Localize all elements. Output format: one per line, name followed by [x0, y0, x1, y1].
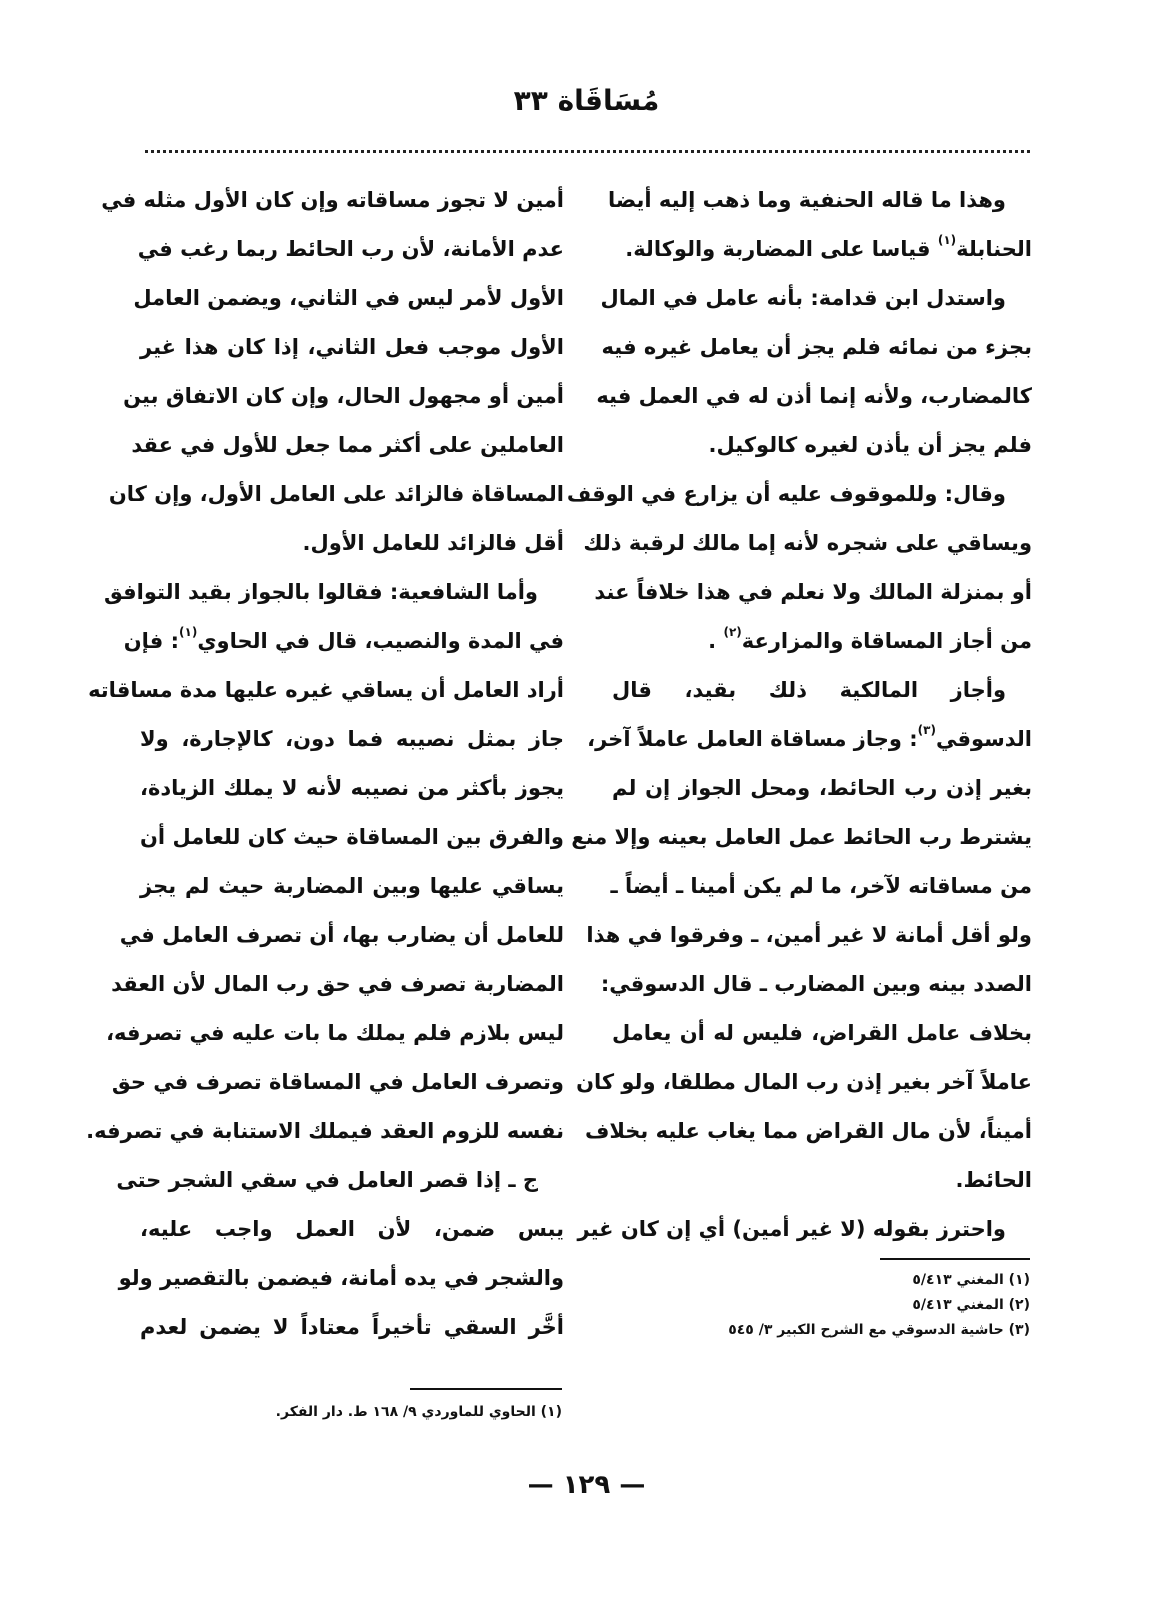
line-text: ولو أقل أمانة لا غير أمين، ـ وفرقوا في هذا [586, 923, 1032, 947]
text-line [116, 1156, 564, 1205]
footnote-marker: (١) [179, 625, 198, 639]
line-text: ويساقي على شجره لأنه إما مالك لرقبة ذلك [583, 531, 1032, 555]
text-line [111, 1058, 564, 1107]
line-text: الدسوقي [935, 727, 1032, 751]
line-text: الصدد بينه وبين المضارب ـ قال الدسوقي: [600, 972, 1032, 996]
text-line [88, 666, 564, 715]
line-text: أخَّر السقي تأخيراً معتاداً لا يضمن لعدم [140, 1315, 564, 1339]
left-text-column [86, 176, 564, 1352]
footnote-divider-left [410, 1388, 562, 1390]
text-line [612, 1009, 1032, 1058]
footnote: (٣) حاشية الدسوقي مع الشرح الكبير ٣/ ٥٤٥ [728, 1322, 1030, 1338]
text-line [140, 715, 564, 764]
text-line [612, 862, 1032, 911]
footnote: (١) المغني ٥/٤١٣ [912, 1272, 1030, 1288]
line-text: وأما الشافعية: فقالوا بالجواز بقيد التوافق [104, 580, 538, 604]
line-text-continued: : وجاز مساقاة العامل عاملاً آخر، [587, 727, 918, 751]
text-line [596, 372, 1032, 421]
line-text: في المدة والنصيب، قال في الحاوي [197, 629, 564, 653]
line-text: بجزء من نمائه فلم يجز أن يعامل غيره فيه [601, 335, 1032, 359]
line-text: ج ـ إذا قصر العامل في سقي الشجر حتى [116, 1168, 538, 1192]
line-text: الأول لأمر ليس في الثاني، ويضمن العامل [133, 286, 564, 310]
text-line [566, 470, 1032, 519]
text-line [119, 911, 564, 960]
text-line [612, 617, 1032, 666]
line-text: العاملين على أكثر مما جعل للأول في عقد [131, 433, 564, 457]
line-text: من أجاز المساقاة والمزارعة [741, 629, 1032, 653]
text-line [140, 764, 564, 813]
text-line [140, 1205, 564, 1254]
text-line [123, 372, 564, 421]
line-text: وأجاز المالكية ذلك بقيد، قال [612, 678, 1006, 702]
footnote-marker: (١) [937, 233, 957, 247]
line-text: يشترط رب الحائط عمل العامل بعينه وإلا منع [571, 825, 1032, 849]
text-line [600, 960, 1032, 1009]
text-line [104, 568, 564, 617]
line-text: بغير إذن رب الحائط، ومحل الجواز إن لم [612, 776, 1032, 800]
line-text: المساقاة فالزائد على العامل الأول، وإن كان [108, 482, 564, 506]
line-text: الحنابلة [956, 237, 1032, 261]
text-line [584, 1107, 1032, 1156]
line-text: بخلاف عامل القراض، فليس له أن يعامل [612, 1021, 1032, 1045]
page-number: — ١٢٩ — [527, 1470, 646, 1500]
text-line [577, 1205, 1032, 1254]
line-text: والشجر في يده أمانة، فيضمن بالتقصير ولو [118, 1266, 564, 1290]
footnotes-left [140, 1400, 562, 1425]
line-text: للعامل أن يضارب بها، أن تصرف العامل في [119, 923, 564, 947]
text-line [140, 862, 564, 911]
text-line [612, 666, 1032, 715]
text-line [140, 813, 564, 862]
line-text: نفسه للزوم العقد فيملك الاستنابة في تصرفه. [86, 1119, 564, 1143]
footnotes-right [600, 1268, 1030, 1343]
line-text: جاز بمثل نصيبه فما دون، كالإجارة، ولا [140, 727, 564, 751]
text-line [607, 176, 1032, 225]
line-text: عاملاً آخر بغير إذن رب المال مطلقا، ولو كان [576, 1070, 1032, 1094]
line-text: واحترز بقوله (لا غير أمين) أي إن كان غير [577, 1217, 1006, 1241]
text-line [140, 1303, 564, 1352]
text-line [131, 421, 564, 470]
text-line [576, 1058, 1032, 1107]
text-line [587, 715, 1032, 764]
line-text: أراد العامل أن يساقي غيره عليها مدة مساقاته [88, 678, 564, 702]
line-text: وقال: وللموقوف عليه أن يزارع في الوقف [566, 482, 1006, 506]
text-line [600, 274, 1032, 323]
text-line [108, 470, 564, 519]
line-text: الأول موجب فعل الثاني، إذا كان هذا غير [140, 335, 564, 359]
text-line [137, 225, 564, 274]
footnote-divider-right [880, 1258, 1030, 1260]
text-line [140, 323, 564, 372]
line-text-continued: قياسا على المضاربة والوكالة. [625, 237, 938, 261]
line-text: أو بمنزلة المالك ولا نعلم في هذا خلافاً عند [594, 580, 1032, 604]
right-text-column [566, 176, 1032, 1254]
text-line [106, 1009, 564, 1058]
line-text: المضاربة تصرف في حق رب المال لأن العقد [111, 972, 564, 996]
text-line [612, 225, 1032, 274]
text-line [612, 764, 1032, 813]
text-line [101, 176, 564, 225]
line-text: وتصرف العامل في المساقاة تصرف في حق [111, 1070, 564, 1094]
line-text: يساقي عليها وبين المضاربة حيث لم يجز [140, 874, 564, 898]
line-text: كالمضارب، ولأنه إنما أذن له في العمل فيه [596, 384, 1032, 408]
text-line [586, 911, 1032, 960]
text-line [583, 519, 1032, 568]
line-text: واستدل ابن قدامة: بأنه عامل في المال [600, 286, 1006, 310]
line-text: ليس بلازم فلم يملك ما بات عليه في تصرفه، [106, 1021, 564, 1045]
line-text: وهذا ما قاله الحنفية وما ذهب إليه أيضا [607, 188, 1006, 212]
text-line [594, 568, 1032, 617]
text-line [123, 617, 564, 666]
line-text: يجوز بأكثر من نصيبه لأنه لا يملك الزيادة، [140, 776, 564, 800]
line-text: فلم يجز أن يأذن لغيره كالوكيل. [708, 433, 1032, 457]
line-text: عدم الأمانة، لأن رب الحائط ربما رغب في [137, 237, 564, 261]
text-line [86, 1107, 564, 1156]
footnote-marker: (٣) [917, 723, 936, 737]
text-line [118, 1254, 564, 1303]
line-text: والفرق بين المساقاة حيث كان للعامل أن [140, 825, 564, 849]
text-line [111, 960, 564, 1009]
footnote-marker: (٢) [723, 625, 742, 639]
text-line [612, 421, 1032, 470]
footnote: (٢) المغني ٥/٤١٣ [912, 1297, 1030, 1313]
line-text-continued: : فإن [123, 629, 180, 653]
footnote: (١) الحاوي للماوردي ٩/ ١٦٨ ط. دار الفكر. [275, 1404, 562, 1420]
text-line [140, 519, 564, 568]
line-text: من مساقاته لآخر، ما لم يكن أمينا ـ أيضاً ـ [610, 874, 1032, 898]
line-text: أمين لا تجوز مساقاته وإن كان الأول مثله في [101, 188, 564, 212]
line-text: يبس ضمن، لأن العمل واجب عليه، [140, 1217, 564, 1241]
line-text: أميناً، لأن مال القراض مما يغاب عليه بخلاف [584, 1119, 1032, 1143]
line-text: أمين أو مجهول الحال، وإن كان الاتفاق بين [123, 384, 564, 408]
text-line [571, 813, 1032, 862]
text-line [133, 274, 564, 323]
running-header-title: مُسَاقَاة ٣٣ [513, 84, 660, 117]
header-dotted-divider [145, 150, 1030, 153]
line-text-continued: . [708, 629, 724, 653]
line-text: الحائط. [955, 1168, 1032, 1192]
line-text: أقل فالزائد للعامل الأول. [302, 531, 564, 555]
text-line [612, 1156, 1032, 1205]
text-line [601, 323, 1032, 372]
